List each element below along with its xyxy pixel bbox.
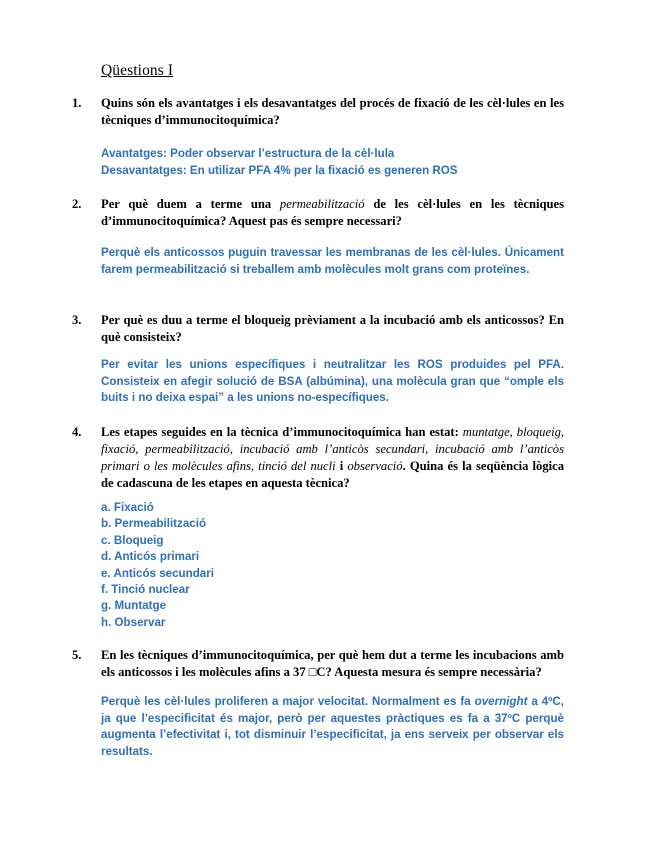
question-text: Per què es duu a terme el bloqueig prèviament a la incubació amb els anticossos? En què consisteix? bbox=[101, 313, 564, 344]
question-number: 2. bbox=[72, 197, 82, 211]
list-item: c. Bloqueig bbox=[101, 533, 164, 547]
question-text-part: i bbox=[335, 459, 348, 473]
list-item: f. Tinció nuclear bbox=[101, 583, 190, 597]
list-item: e. Anticós secundari bbox=[101, 566, 214, 580]
question-text bbox=[101, 424, 564, 492]
question-text-part: Per què duem a terme una bbox=[101, 197, 280, 211]
list-item: d. Anticós primari bbox=[101, 550, 200, 564]
question-5 bbox=[72, 647, 564, 681]
answer-3: Per evitar les unions específiques i neutralitzar les ROS produides pel PFA. Consisteix en afegir solució de BSA (albúmina), una molècula gran que “omple els buits i no deixa espai” a les unions no-específiques. bbox=[101, 358, 564, 404]
question-number: 4. bbox=[72, 425, 82, 439]
question-3 bbox=[72, 312, 564, 346]
answer-text-italic: overnight bbox=[474, 695, 528, 708]
list-item: h. Observar bbox=[101, 615, 166, 629]
question-1 bbox=[72, 95, 564, 129]
question-text: En les tècniques d’immunocitoquímica, per què hem dut a terme les incubacions amb els anticossos i les molècules afins a 37 □C? Aquesta mesura és sempre necessària? bbox=[101, 648, 564, 679]
question-text-italic: permeabilització bbox=[279, 197, 365, 211]
question-text-italic: observació bbox=[347, 459, 403, 473]
question-4 bbox=[72, 424, 564, 492]
question-2 bbox=[72, 196, 564, 230]
question-text-part: Les etapes seguides en la tècnica d’immunocitoquímica han estat: bbox=[101, 425, 463, 439]
answer-line: Avantatges: Poder observar l’estructura de la cèl·lula bbox=[101, 147, 395, 160]
steps-list bbox=[101, 500, 401, 631]
question-text: Quins són els avantatges i els desavantatges del procés de fixació de les cèl·lules en les tècniques d’immunocitoquímica? bbox=[101, 96, 564, 127]
list-item: g. Muntatge bbox=[101, 599, 167, 613]
answer-text-part: a 4ºC, ja que l’especificitat és major, però per aquestes pràctiques es fa a 37ºC perquè augmenta l’efectivitat i, tot disminuir l’especificitat, ja ens serveix per observar els resultats. bbox=[101, 695, 564, 758]
question-text-part: de les cèl·lules en les tècniques d’immunocitoquímica? Aquest pas és sempre necessari? bbox=[101, 197, 564, 228]
question-number: 5. bbox=[72, 648, 82, 662]
question-text-italic: muntatge, bloqueig, fixació, permeabilització, incubació amb l’anticòs secundari, incubació amb l’anticòs primari o les molècules afins, tinció del nucli bbox=[101, 425, 565, 473]
answer-text-part: Perquè les cèl·lules proliferen a major velocitat. Normalment es fa bbox=[101, 695, 475, 708]
answer-line: Desavantatges: En utilizar PFA 4% per la fixació es generen ROS bbox=[101, 163, 458, 177]
answer-5 bbox=[101, 694, 564, 760]
question-number: 3. bbox=[72, 313, 82, 327]
page-title: Qüestions I bbox=[101, 62, 174, 79]
question-number: 1. bbox=[72, 96, 82, 110]
list-item: b. Permeabilització bbox=[101, 517, 207, 531]
answer-2: Perquè els anticossos puguin travessar les membranas de les cèl·lules. Únicament farem permeabilització si treballem amb molècules molt grans com proteïnes. bbox=[101, 246, 564, 276]
list-item: a. Fixació bbox=[101, 501, 154, 514]
answer-1 bbox=[101, 146, 564, 179]
question-text bbox=[101, 196, 564, 230]
question-text-part: . Quina és la seqüència lògica de cadascuna de les etapes en aquesta tècnica? bbox=[101, 459, 565, 490]
